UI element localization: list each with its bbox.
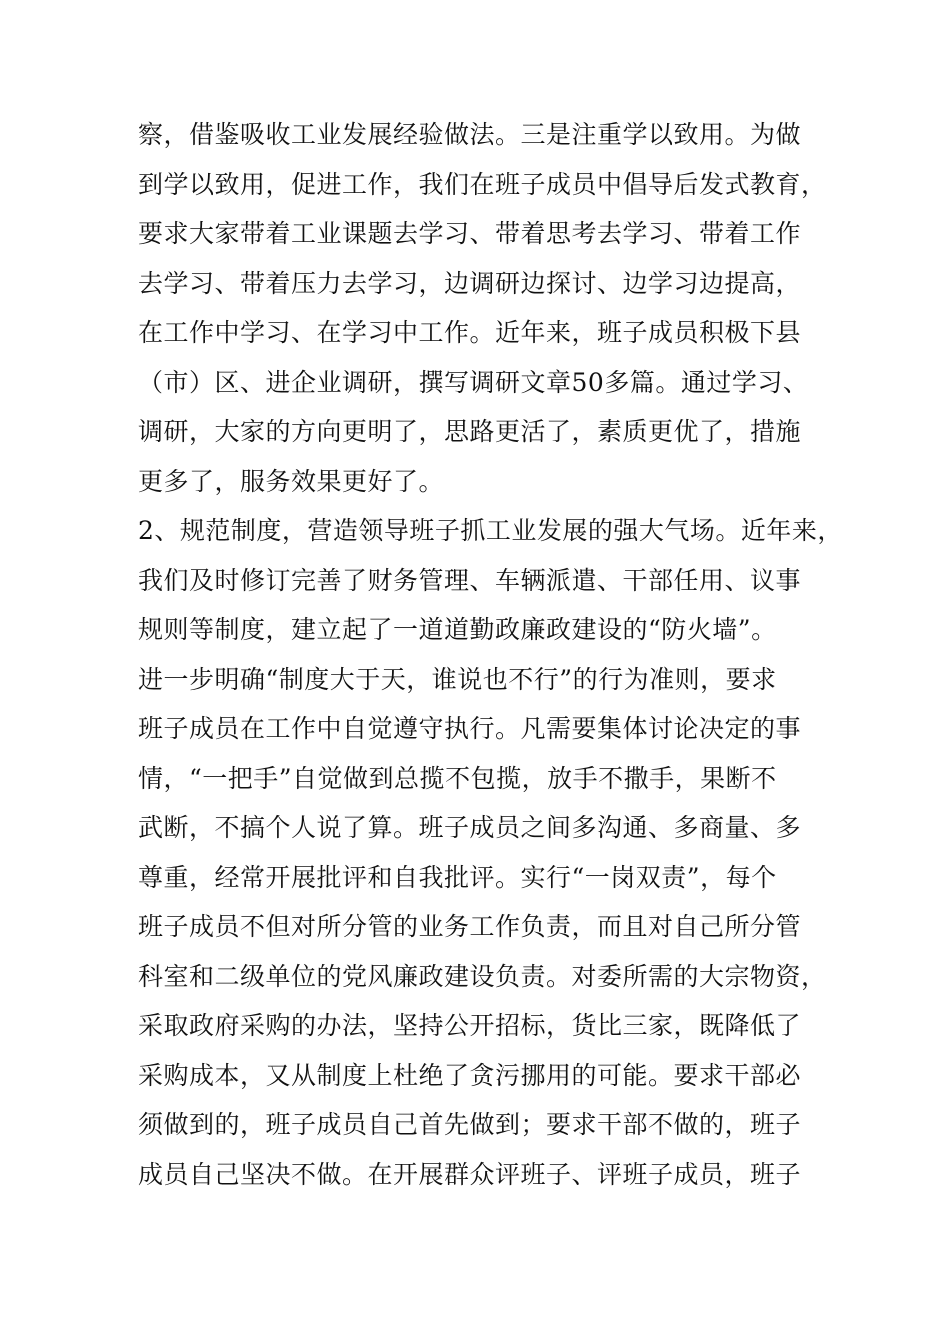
text-line: 班子成员不但对所分管的业务工作负责，而且对自己所分管: [138, 912, 802, 941]
text-line: 到学以致用，促进工作，我们在班子成员中倡导后发式教育，: [138, 169, 827, 199]
text-line: 调研，大家的方向更明了，思路更活了，素质更优了，措施: [138, 417, 802, 446]
text-line: 在工作中学习、在学习中工作。近年来，班子成员积极下县: [138, 318, 802, 347]
section-heading-line: 2、规范制度，营造领导班子抓工业发展的强大气场。近年来，: [138, 516, 843, 545]
text-line: 进一步明确“制度大于天，谁说也不行”的行为准则，要求: [138, 664, 777, 694]
text-line: 科室和二级单位的党风廉政建设负责。对委所需的大宗物资，: [138, 961, 827, 991]
text-line: 情，“一把手”自觉做到总揽不包揽，放手不撒手，果断不: [138, 763, 777, 793]
text-line: （市）区、进企业调研，撰写调研文章50多篇。通过学习、: [138, 367, 809, 397]
text-line: 成员自己坚决不做。在开展群众评班子、评班子成员，班子: [138, 1159, 802, 1189]
text-line: 班子成员在工作中自觉遵守执行。凡需要集体讨论决定的事: [138, 714, 802, 743]
text-line: 须做到的，班子成员自己首先做到；要求干部不做的，班子: [138, 1110, 802, 1139]
text-line: 察，借鉴吸收工业发展经验做法。三是注重学以致用。为做: [138, 120, 802, 149]
text-line: 武断，不搞个人说了算。班子成员之间多沟通、多商量、多: [138, 813, 802, 842]
text-line: 更多了，服务效果更好了。: [138, 466, 445, 496]
text-line: 我们及时修订完善了财务管理、车辆派遣、干部任用、议事: [138, 565, 802, 595]
body-text: [138, 110, 843, 1199]
text-line: 规则等制度，建立起了一道道勤政廉政建设的“防火墙”。: [138, 615, 777, 644]
text-line: 尊重，经常开展批评和自我批评。实行“一岗双责”，每个: [138, 862, 777, 892]
text-line: 采购成本，又从制度上杜绝了贪污挪用的可能。要求干部必: [138, 1060, 802, 1090]
text-line: 去学习、带着压力去学习，边调研边探讨、边学习边提高，: [138, 268, 802, 298]
text-line: 要求大家带着工业课题去学习、带着思考去学习、带着工作: [138, 219, 802, 248]
text-line: 采取政府采购的办法，坚持公开招标，货比三家，既降低了: [138, 1011, 802, 1040]
